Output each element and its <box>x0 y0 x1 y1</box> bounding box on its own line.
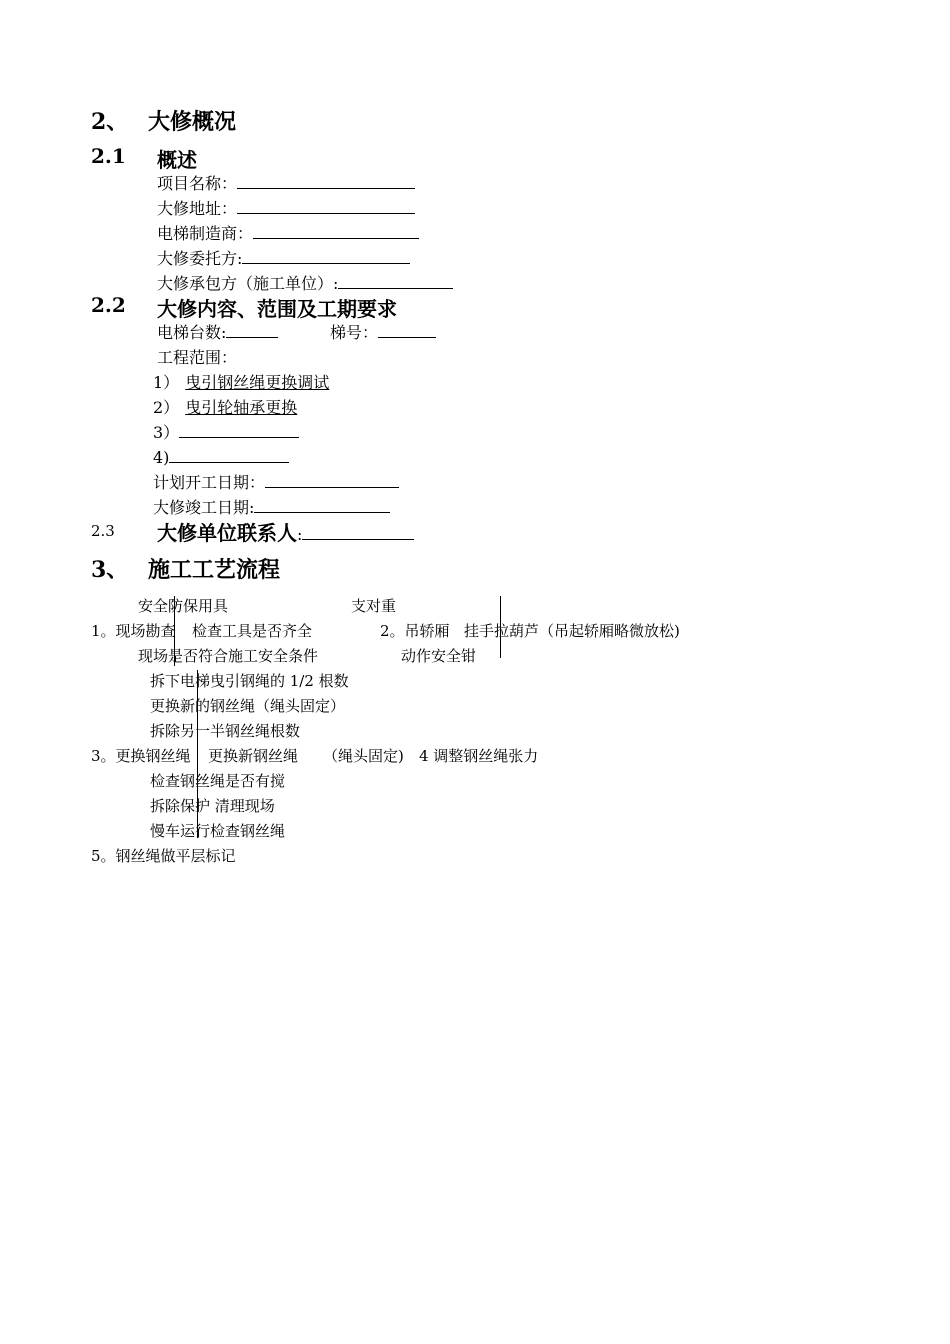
subsection-2-3-number: 2.3 <box>91 522 115 540</box>
scope-item-4-field[interactable] <box>169 445 289 463</box>
section-2-number: 2、 <box>91 109 129 135</box>
flow-remove-half-ropes: 拆下电梯曳引钢绳的 1/2 根数 <box>150 672 349 690</box>
flow-replace-new-ropes: 更换新的钢丝绳（绳头固定） <box>150 697 346 715</box>
address-row <box>157 196 415 219</box>
scope-item-4 <box>153 445 289 467</box>
scope-item-3-field[interactable] <box>179 420 299 438</box>
subsection-2-2-number: 2.2 <box>91 293 126 317</box>
contractor-label: 大修承包方（施工单位）: <box>157 274 339 293</box>
client-label: 大修委托方: <box>157 249 243 268</box>
contact-row <box>157 517 414 546</box>
project-name-field[interactable] <box>237 171 415 189</box>
address-label: 大修地址： <box>157 199 238 218</box>
flow-step-4-adjust-tension: 4 调整钢丝绳张力 <box>419 747 539 765</box>
project-name-label: 项目名称： <box>157 174 238 193</box>
section-3-number: 3、 <box>91 557 129 583</box>
end-date-label: 大修竣工日期: <box>153 498 255 517</box>
manufacturer-label: 电梯制造商： <box>157 224 254 243</box>
elevator-count-label: 电梯台数: <box>157 323 227 342</box>
flow-site-safety-check: 现场是否符合施工安全条件 <box>138 647 319 665</box>
scope-item-1-number: 1） <box>153 373 180 392</box>
flow-activate-safety-gear: 动作安全钳 <box>401 647 477 665</box>
flow-step-1-site-survey: 1。现场勘查 <box>91 622 176 640</box>
scope-item-2-number: 2） <box>153 398 180 417</box>
start-date-row <box>153 470 399 493</box>
flow-hang-chain-hoist: 挂手拉葫芦（吊起轿厢略微放松) <box>464 622 680 640</box>
flow-check-tools: 检查工具是否齐全 <box>192 622 313 640</box>
flow-support-counterweight: 支对重 <box>351 597 397 615</box>
scope-item-3 <box>153 420 299 443</box>
manufacturer-row <box>157 221 419 244</box>
contact-field[interactable] <box>302 522 414 540</box>
flow-rope-head-fixed: （绳头固定) <box>323 747 404 765</box>
client-row <box>157 246 410 269</box>
end-date-row <box>153 495 390 518</box>
flow-check-rope-twist: 检查钢丝绳是否有搅 <box>150 772 286 790</box>
scope-item-2-text[interactable]: 曳引轮轴承更换 <box>185 398 298 417</box>
flow-step-3-replace-ropes: 3。更换钢丝绳 <box>91 747 191 765</box>
client-field[interactable] <box>242 246 410 264</box>
contact-colon: : <box>297 525 303 544</box>
elevator-count-field[interactable] <box>226 320 278 338</box>
flow-remove-other-half: 拆除另一半钢丝绳根数 <box>150 722 301 740</box>
project-name-row <box>157 171 415 194</box>
elevator-count-row <box>157 320 278 343</box>
section-2-title: 大修概况 <box>148 109 237 135</box>
flow-step-5-level-marks: 5。钢丝绳做平层标记 <box>91 847 236 865</box>
scope-item-1 <box>153 370 357 393</box>
contact-label: 大修单位联系人 <box>157 521 297 545</box>
manufacturer-field[interactable] <box>253 221 419 239</box>
address-field[interactable] <box>237 196 415 214</box>
section-3-title: 施工工艺流程 <box>148 557 281 583</box>
subsection-2-1-title: 概述 <box>157 148 197 172</box>
start-date-label: 计划开工日期： <box>153 473 266 492</box>
subsection-2-2-title: 大修内容、范围及工期要求 <box>157 297 397 321</box>
scope-item-3-number: 3） <box>153 423 180 442</box>
start-date-field[interactable] <box>265 470 399 488</box>
elevator-number-field[interactable] <box>378 320 436 338</box>
subsection-2-1-number: 2.1 <box>91 144 126 168</box>
scope-item-4-number: 4) <box>153 448 170 467</box>
elevator-number-label: 梯号： <box>330 323 379 342</box>
contractor-field[interactable] <box>338 271 453 289</box>
scope-item-1-text[interactable]: 曳引钢丝绳更换调试 <box>185 373 330 392</box>
contractor-row <box>157 271 453 294</box>
scope-item-2 <box>153 395 345 418</box>
flow-step-2-hoist-car: 2。吊轿厢 <box>380 622 450 640</box>
flow-install-new-ropes: 更换新钢丝绳 <box>208 747 299 765</box>
elevator-number-row <box>330 320 436 343</box>
flow-slow-run-check: 慢车运行检查钢丝绳 <box>150 822 286 840</box>
scope-label: 工程范围： <box>157 348 238 367</box>
flow-safety-equipment: 安全防保用具 <box>138 597 229 615</box>
flow-remove-protection: 拆除保护 清理现场 <box>150 797 275 815</box>
end-date-field[interactable] <box>254 495 390 513</box>
